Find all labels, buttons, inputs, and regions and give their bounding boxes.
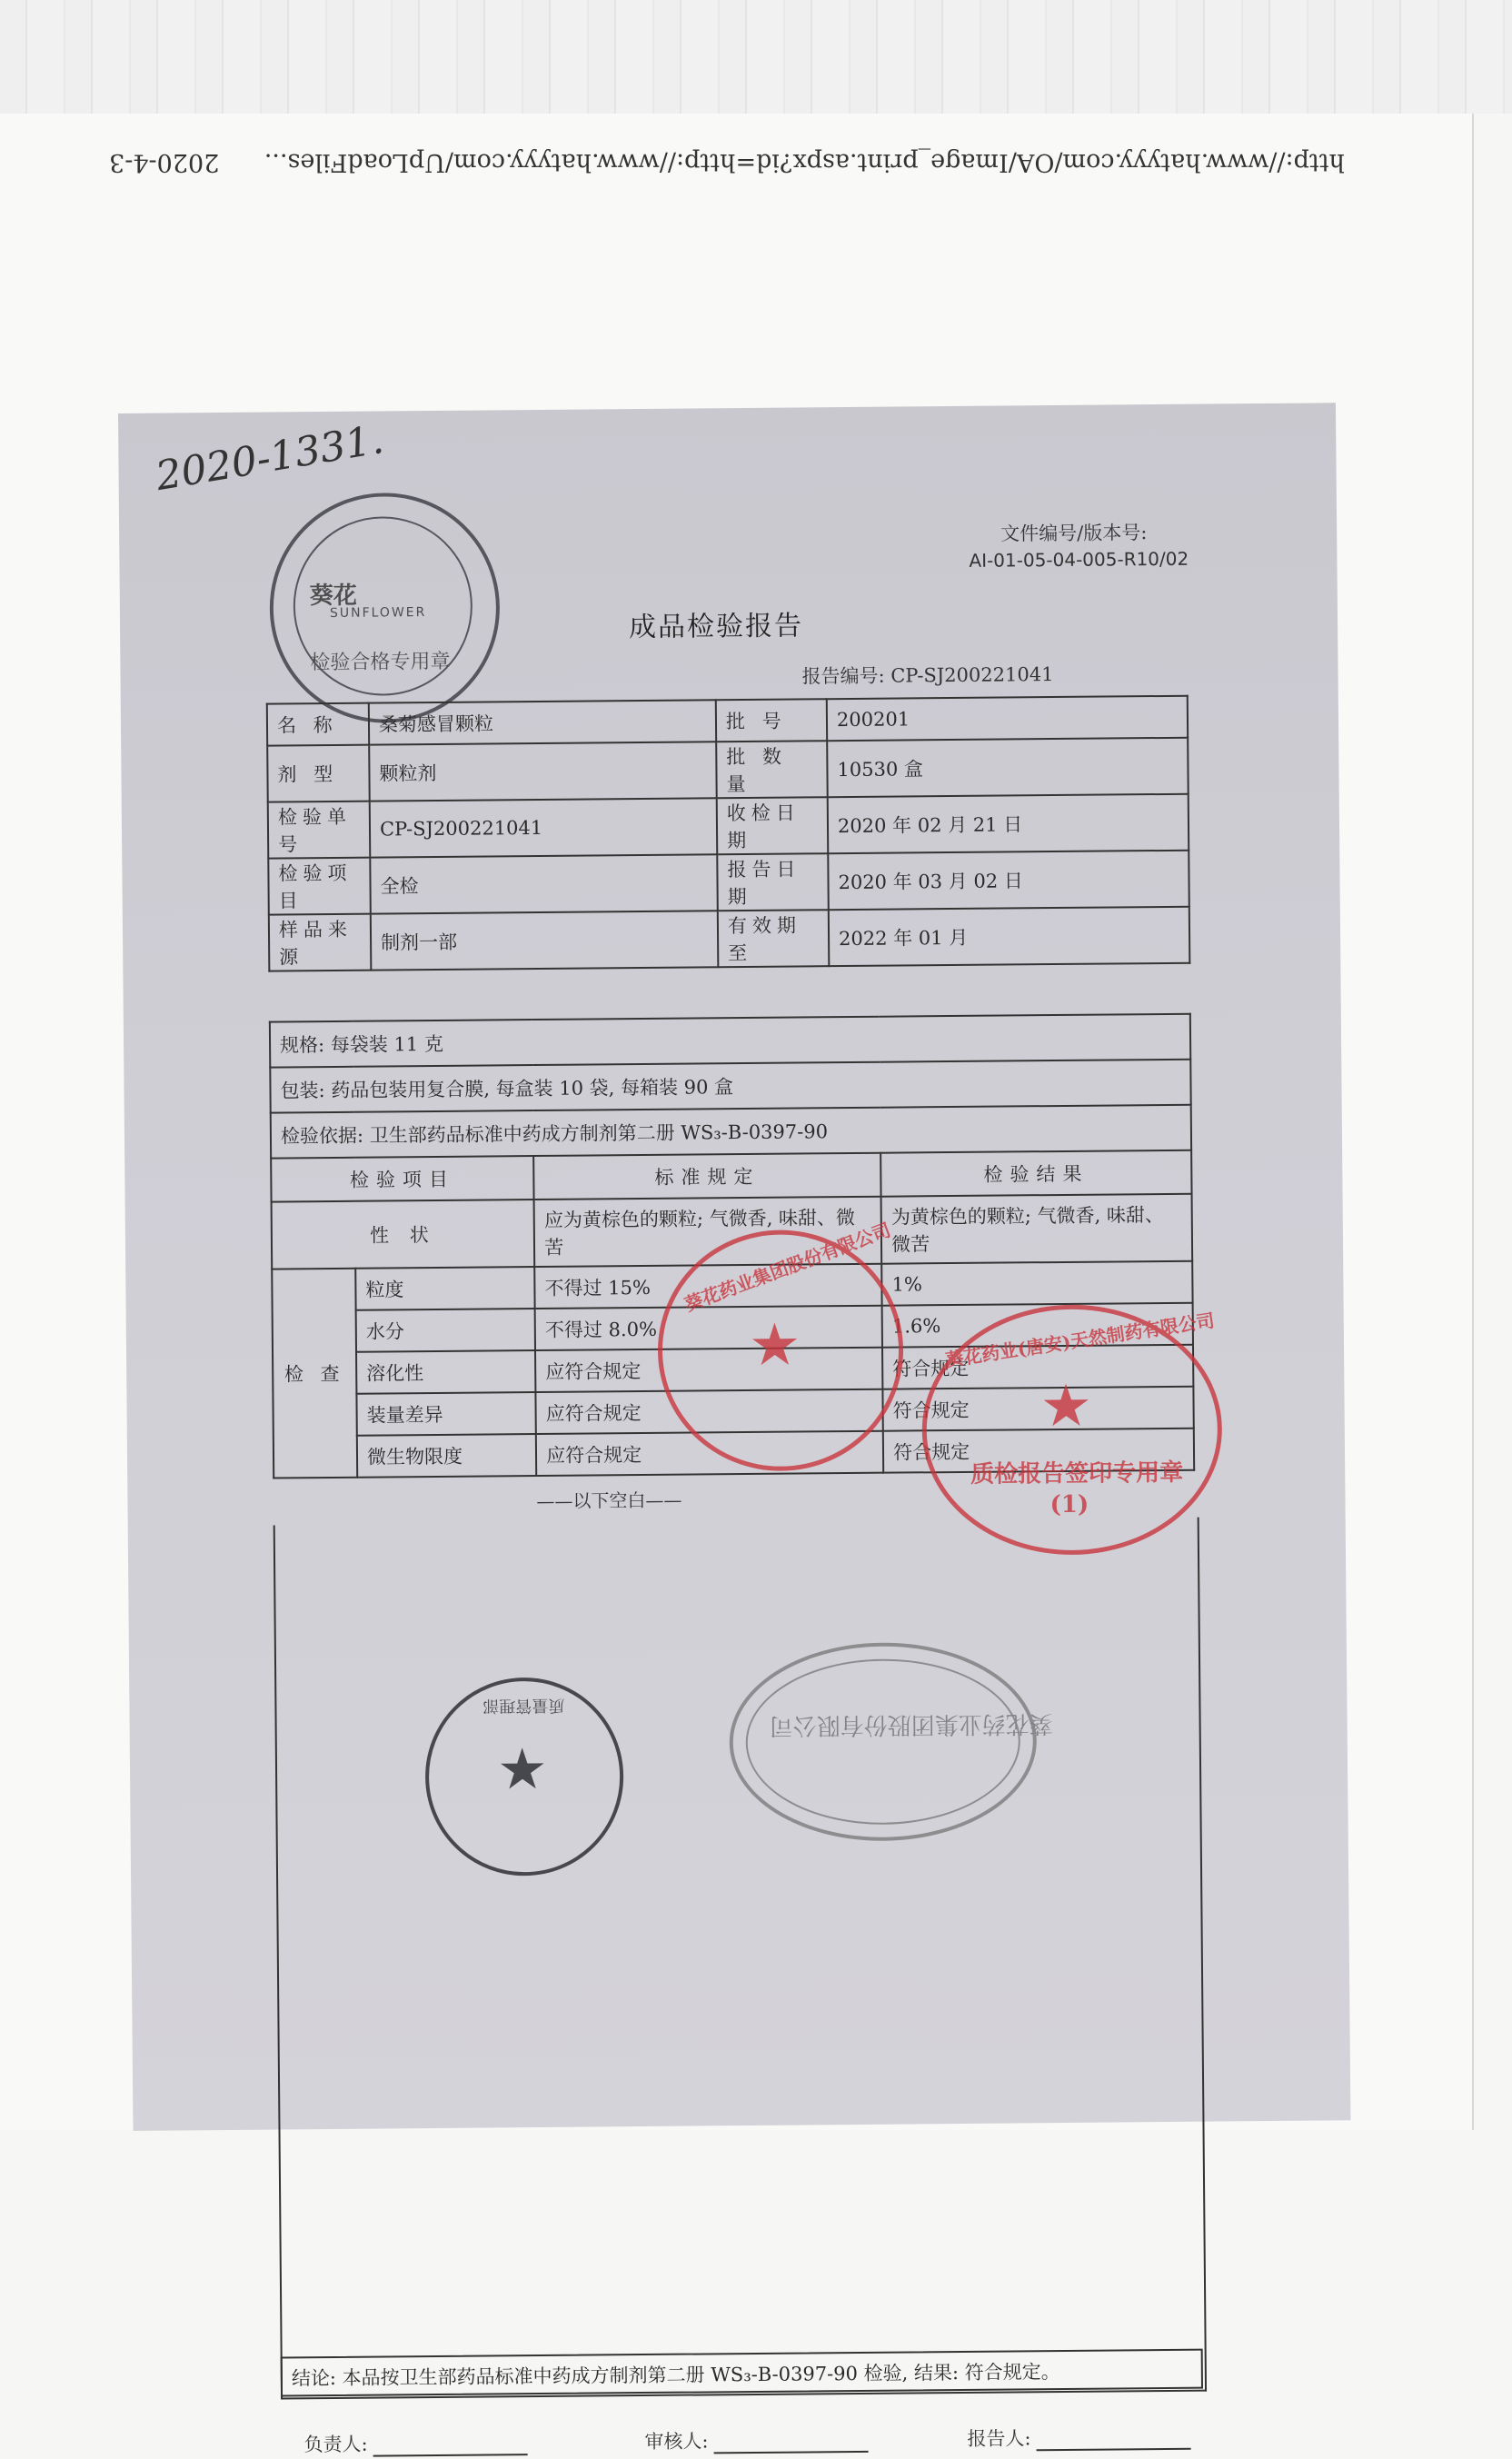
basis-line: 检验依据: 卫生部药品标准中药成方制剂第二册 WS₃-B-0397-90 [271,1105,1191,1159]
blank-marker: ——以下空白—— [536,1488,682,1513]
red-seal-ring-text: 葵花药业集团股份有限公司 [681,1219,894,1316]
check-item: 装量差异 [356,1392,536,1436]
form-value: 颗粒剂 [369,742,717,801]
table-row [271,1105,1191,1159]
form-label: 剂 型 [267,745,370,802]
print-url: http://www.hatyyy.com/OA/Image_print.aspx?id=http://www.hatyyy.com/UpLoadFiles... [264,148,1345,176]
table-row [271,1150,1191,1202]
check-item: 微生物限度 [357,1434,537,1478]
report-date-value: 2020 年 03 月 02 日 [828,851,1189,910]
doc-number-label: 文件编号/版本号: [1000,522,1148,545]
test-no-value: CP-SJ200221041 [370,798,718,857]
table-row [268,851,1189,915]
qty-value: 10530 盒 [827,738,1189,797]
company-logo: 葵花 [309,582,357,611]
quality-seal-text: 质量管理部 [482,1695,565,1716]
oval-seal-text: 葵花药业集团股份有限公司 [769,1709,1053,1739]
check-standard: 不得过 8.0% [535,1306,882,1350]
expiry-value: 2022 年 01 月 [829,907,1190,966]
red-seal-number: (1) [1049,1490,1089,1519]
check-standard: 应符合规定 [536,1389,883,1434]
table-row [268,794,1189,859]
check-result: 1.6% [882,1303,1193,1348]
blank-area [274,1518,1207,2400]
sample-source-value: 制剂一部 [371,911,719,970]
check-item: 粒度 [355,1267,535,1310]
table-row [269,907,1190,971]
appearance-result: 为黄棕色的颗粒; 气微香, 味甜、微苦 [881,1194,1193,1264]
qty-label: 批 数 量 [716,741,828,798]
header-standard: 标准规定 [533,1153,880,1200]
batch-label: 批 号 [716,699,827,742]
header-item: 检验项目 [271,1156,534,1202]
name-value: 桑菊感冒颗粒 [369,700,716,744]
qualified-inspection-seal [269,492,501,723]
test-no-label: 检验单号 [268,801,371,859]
product-info-table [266,695,1191,972]
report-number: 报告编号: CP-SJ200221041 [801,663,1054,688]
check-result: 符合规定 [883,1387,1194,1431]
red-seal-ring-text: 葵花药业(唐安)天然制药有限公司 [944,1309,1217,1371]
name-label: 名 称 [267,703,369,746]
responsible-label: 负责人: [303,2433,368,2456]
header-result: 检验结果 [880,1150,1191,1197]
reviewer-signature [644,2420,868,2454]
reporter-signature [967,2417,1190,2452]
reviewer-label: 审核人: [644,2430,709,2454]
check-item: 溶化性 [356,1350,536,1394]
spec-line: 规格: 每袋装 11 克 [270,1014,1190,1068]
red-seal-inner-text: 质检报告签印专用章 [970,1458,1184,1488]
test-item-value: 全检 [370,854,718,913]
test-item-label: 检验项目 [268,858,371,915]
inspection-report-sheet [118,403,1350,2456]
seal-caption: 检验合格专用章 [310,650,451,675]
company-red-seal [657,1219,904,1472]
table-row [270,1014,1190,1068]
company-logo-sub: SUNFLOWER [329,605,427,621]
sample-source-label: 样品来源 [269,914,372,971]
check-label: 检 查 [272,1269,357,1478]
conclusion-line: 结论: 本品按卫生部药品标准中药成方制剂第二册 WS₃-B-0397-90 检验, 结果: 符合规定。 [281,2349,1203,2397]
check-result: 符合规定 [883,1429,1194,1473]
reporter-label: 报告人: [967,2427,1031,2450]
appearance-standard: 应为黄棕色的颗粒; 气微香, 味甜、微苦 [534,1197,882,1267]
check-result: 符合规定 [882,1345,1193,1389]
receive-date-label: 收检日期 [717,797,829,854]
check-standard: 应符合规定 [536,1431,883,1476]
table-row [267,738,1189,802]
quality-dept-seal [424,1677,624,1877]
receive-date-value: 2020 年 02 月 21 日 [828,794,1189,853]
star-icon: ★ [496,1735,548,1803]
report-date-label: 报告日期 [717,853,829,911]
responsible-signature [303,2423,527,2457]
star-icon: ★ [1040,1372,1093,1441]
page-title: 成品检验报告 [628,610,804,644]
doc-number-value: AI-01-05-04-005-R10/02 [969,547,1189,572]
handwritten-number: 2020-1331. [152,416,387,501]
check-standard: 不得过 15% [534,1264,881,1309]
print-header [109,136,1345,176]
expiry-label: 有效期至 [718,910,830,967]
star-icon: ★ [748,1311,801,1379]
check-standard: 应符合规定 [535,1348,882,1392]
appearance-label: 性 状 [272,1200,535,1269]
table-row [270,1060,1190,1113]
check-result: 1% [881,1261,1192,1306]
batch-value: 200201 [827,696,1188,741]
top-background-strip [0,0,1512,114]
package-line: 包装: 药品包装用复合膜, 每盒装 10 袋, 每箱装 90 盒 [270,1060,1190,1113]
print-date: 2020-4-3 [109,148,220,176]
check-item: 水分 [356,1309,536,1352]
